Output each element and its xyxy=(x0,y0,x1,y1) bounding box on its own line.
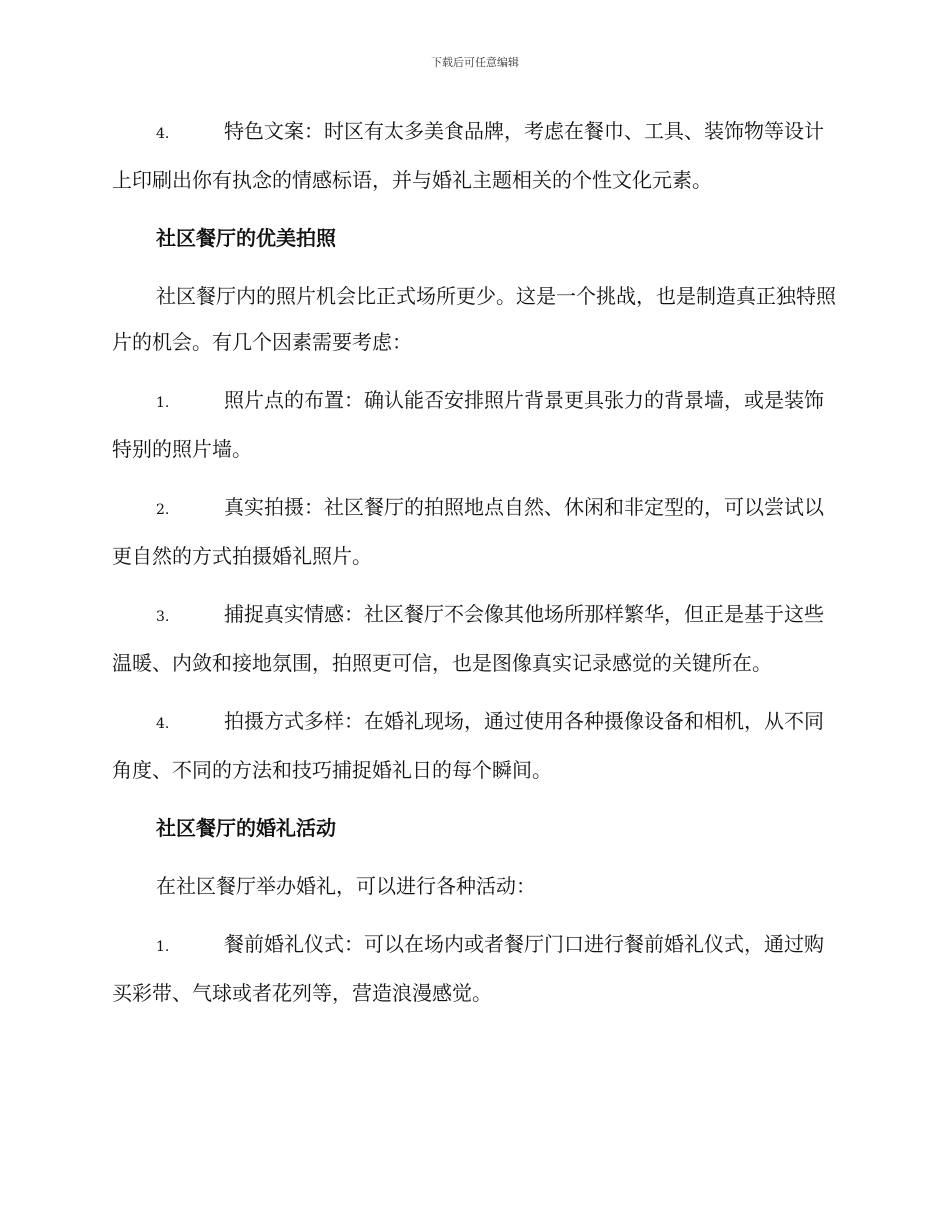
list-number: 4. xyxy=(156,126,170,142)
list-item xyxy=(112,591,838,686)
paragraph: 社区餐厅内的照片机会比正式场所更少。这是一个挑战，也是制造真正独特照片的机会。有几个因素需要考虑： xyxy=(112,284,836,354)
page-header: 下载后可任意编辑 xyxy=(431,56,519,69)
list-item xyxy=(112,698,838,793)
list-text: 拍摄方式多样：在婚礼现场，通过使用各种摄像设备和相机，从不同角度、不同的方法和技巧捕捉婚礼日的每个瞬间。 xyxy=(112,709,824,782)
list-number: 3. xyxy=(156,609,170,625)
list-number: 4. xyxy=(156,716,170,732)
list-number: 1. xyxy=(156,395,170,411)
list-item xyxy=(112,377,838,472)
list-text: 特色文案：时区有太多美食品牌，考虑在餐巾、工具、装饰物等设计上印刷出你有执念的情感标语，并与婚礼主题相关的个性文化元素。 xyxy=(112,119,824,192)
list-text: 餐前婚礼仪式：可以在场内或者餐厅门口进行餐前婚礼仪式，通过购买彩带、气球或者花列等，营造浪漫感觉。 xyxy=(112,932,824,1005)
list-number: 1. xyxy=(156,939,170,955)
document-body xyxy=(112,108,838,1028)
list-text: 照片点的布置：确认能否安排照片背景更具张力的背景墙，或是装饰特别的照片墙。 xyxy=(112,388,824,461)
paragraph: 在社区餐厅举办婚礼，可以进行各种活动： xyxy=(156,874,536,898)
list-item xyxy=(112,921,838,1016)
list-text: 捕捉真实情感：社区餐厅不会像其他场所那样繁华，但正是基于这些温暖、内敛和接地氛围，拍照更可信，也是图像真实记录感觉的关键所在。 xyxy=(112,602,824,675)
section-heading-activity: 社区餐厅的婚礼活动 xyxy=(156,816,336,840)
list-number: 2. xyxy=(156,502,170,518)
list-item xyxy=(112,484,838,579)
list-text: 真实拍摄：社区餐厅的拍照地点自然、休闲和非定型的，可以尝试以更自然的方式拍摄婚礼照片。 xyxy=(112,495,824,568)
list-item xyxy=(112,108,838,203)
section-heading-photo: 社区餐厅的优美拍照 xyxy=(156,226,336,250)
